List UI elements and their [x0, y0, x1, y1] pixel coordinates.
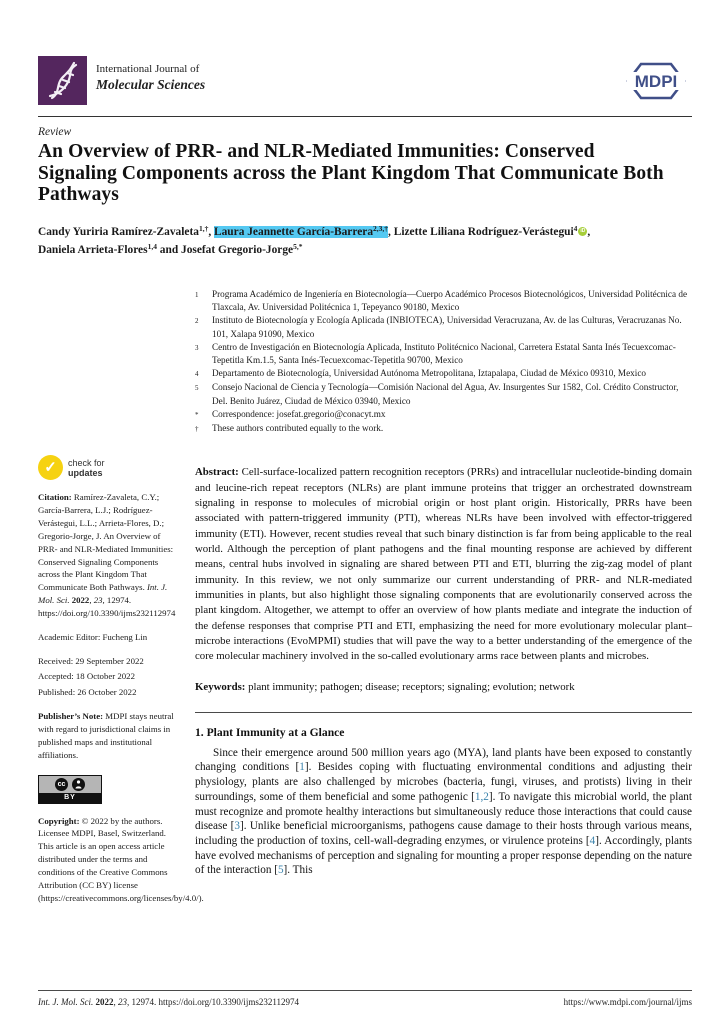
author-separator: ,: [208, 226, 215, 238]
citation-ref-link[interactable]: 5: [277, 864, 284, 877]
orcid-icon[interactable]: iD: [580, 228, 586, 234]
accepted-date: Accepted: 18 October 2022: [38, 671, 135, 682]
footer: [38, 997, 692, 1007]
citation-label: Citation:: [38, 492, 72, 502]
keywords-text: plant immunity; pathogen; disease; receptors; signaling; evolution; network: [248, 680, 575, 693]
cc-badge-icons: [39, 776, 101, 793]
body-text: ]. To navigate this microbial world, the plant must recognize and promote healthy interactions but simultaneously reduce those interactions that could cause disease [: [195, 790, 692, 833]
check-updates-line1: check for: [68, 457, 105, 468]
copyright-label: Copyright:: [38, 815, 80, 826]
affiliation-number: 4: [195, 370, 199, 379]
affiliation-number: 5: [195, 384, 199, 393]
abstract: [195, 465, 692, 664]
author-name: Candy Yuriria Ramírez-Zavaleta: [38, 226, 199, 238]
affiliation-item: [195, 341, 692, 367]
footer-citation: [38, 997, 299, 1007]
correspondence-marker: *: [195, 410, 199, 419]
body-text: ]. Unlike beneficial microorganisms, pathogens cause damage to their hosts through various means, including the production of toxins, cell-wall-degrading enzymes, or virulence proteins [: [195, 820, 692, 847]
body-text: ]. This: [283, 864, 313, 877]
svg-text:MDPI: MDPI: [634, 72, 678, 91]
citation-ref-link[interactable]: 3: [234, 820, 240, 833]
section-heading: 1. Plant Immunity at a Glance: [195, 725, 345, 739]
cc-by-license-badge[interactable]: [38, 775, 102, 804]
mdpi-logo[interactable]: [620, 59, 692, 108]
affiliation-text: Centro de Investigación en Biotecnología Aplicada, Instituto Politécnico Nacional, Carretera Estatal Santa Inés Tecuexcomac-Tepetitla Km.1.5, Santa Inés-Tecuexcomac-Tepetitla 90700, Mexico: [212, 341, 676, 366]
affiliation-item: [195, 367, 692, 381]
author-separator: ,: [388, 226, 394, 238]
footer-journal-url[interactable]: https://www.mdpi.com/journal/ijms: [563, 997, 692, 1007]
affiliation-number: 3: [195, 343, 199, 352]
body-paragraph: [195, 746, 692, 878]
author-affil-sup: 2,3,†: [373, 224, 389, 233]
author-affil-sup: 1,4: [147, 241, 157, 251]
author-affil-sup: 5,*: [293, 241, 303, 251]
body-text: ]. Accordingly, plants have evolved mechanisms of perception and signaling for mounting a proper response depending on the nature of the interaction [: [195, 834, 692, 877]
citation-journal: Int. J. Mol. Sci.: [38, 582, 168, 606]
article-dates: [38, 655, 178, 699]
body-text: ]. Besides coping with fluctuating environmental conditions and adjusting their physiology, plants are also challenged by microbes (bacteria, fungi, viruses, and protists) living in their surroundings, some of them beneficial and some pathogenic [: [195, 761, 692, 803]
keywords-label: Keywords:: [195, 680, 246, 693]
equal-contribution-marker: †: [195, 425, 199, 434]
abstract-text: Cell-surface-localized pattern recognition receptors (PRRs) and intracellular nucleotide-binding domain and leucine-rich repeat receptors (NLRs) are plant immune proteins that trigger an orchestrated downstream signaling in response to molecules of microbial origin or host plant origin. Historically, PRRs have been associated with pattern-triggered immunity (PTI), whereas NLRs have been involved with effector-triggered immunity (ETI). However, recent studies reveal that such binary distinction is far from being applicable to the real world. Although the perception of plant pathogens and the final mounting response are achieved by different means, central hubs involved in signaling are shared between PTI and ETI, blurring the zig-zag model of plant immunity. In this review, we not only summarize our current understanding of PRR- and NLR-mediated immunities in plants, but also highlight those signaling components that are evolutionarily conserved across the plant kingdom. Altogether, we attempt to offer an overview of how plants mediate and integrate the induction of the defense responses that comprise PTI and ETI, emphasizing the need for more evolutionary molecular plant–microbe interactions (EvoMPMI) studies that will pave the way to a better understanding of the emergence of the core molecular machinery involved in the so-called evolutionary arms race between plants and microbes.: [195, 466, 692, 663]
affiliation-item: [195, 381, 692, 407]
abstract-label: Abstract:: [195, 466, 239, 479]
citation-text: Ramírez-Zavaleta, C.Y.; García-Barrera, L.J.; Rodríguez-Verástegui, L.L.; Arrieta-Flores, D.; Gregorio-Jorge, J. An Overview of PRR- and NLR-Mediated Immunities: Conserved Signaling Components across the Plant Kingdom That Communicate Both Pathways.: [38, 492, 174, 593]
footer-year: 2022: [93, 997, 114, 1007]
journal-name: [96, 56, 205, 94]
copyright-block: [38, 815, 204, 905]
equal-contribution-line: [195, 422, 692, 436]
publishers-note-label: Publisher’s Note:: [38, 710, 104, 721]
equal-contribution-text: These authors contributed equally to the work.: [212, 423, 384, 434]
keywords-divider: [195, 712, 692, 713]
footer-doi-link[interactable]: , 12974. https://doi.org/10.3390/ijms232112974: [127, 997, 300, 1007]
affiliation-item: [195, 288, 692, 314]
journal-name-line2: Molecular Sciences: [96, 76, 206, 92]
footer-volume: 23: [118, 997, 127, 1007]
footer-divider: [38, 990, 692, 991]
author-name-highlighted: [214, 226, 388, 238]
page-title: An Overview of PRR- and NLR-Mediated Immunities: Conserved Signaling Components across the Plant Kingdom That Communicate Both Pathways: [38, 141, 664, 205]
citation-ref-link[interactable]: 4: [589, 834, 596, 847]
article-type-label: Review: [38, 126, 72, 138]
check-updates-label: [68, 458, 105, 478]
header-divider: [38, 116, 692, 117]
author-separator: ,: [587, 226, 591, 238]
footer-journal: Int. J. Mol. Sci.: [38, 997, 94, 1007]
author-name: Daniela Arrieta-Flores: [38, 243, 148, 256]
affiliation-item: [195, 314, 692, 340]
affiliation-text: Departamento de Biotecnología, Universidad Autónoma Metropolitana, Iztapalapa, Ciudad de México 09310, Mexico: [212, 368, 646, 379]
citation-doi-link[interactable]: , 12974. https://doi.org/10.3390/ijms232112974: [38, 595, 176, 619]
body-text: Since their emergence around 500 million years ago (MYA), land plants have been exposed to constantly changing conditions [: [195, 746, 692, 774]
published-date: Published: 26 October 2022: [38, 686, 137, 697]
author-separator: and: [156, 243, 181, 256]
author-name: Lizette Liliana Rodríguez-Verástegui: [393, 226, 574, 238]
citation-ref-link[interactable]: 1: [299, 761, 305, 774]
cc-icon: cc: [55, 778, 68, 791]
correspondence-line: [195, 408, 692, 422]
affiliation-text: Programa Académico de Ingeniería en Biotecnología—Cuerpo Académico Procesos Biotecnológicos, Universidad Politécnica de Tlaxcala, Av. Universidad Politécnica 1, Tepeyanco 90180, Mexico: [212, 289, 688, 313]
cc-by-label: BY: [39, 793, 101, 803]
citation-volume: 23: [93, 595, 103, 606]
journal-name-line1: International Journal of: [96, 63, 200, 75]
affiliation-text: Consejo Nacional de Ciencia y Tecnología—Comisión Nacional del Agua, Av. Insurgentes Sur 1582, Col. Crédito Constructor, Del. Benito Juárez, Ciudad de México 03940, Mexico: [212, 382, 679, 406]
main-column: [195, 288, 692, 878]
citation-sep: ,: [89, 595, 94, 606]
keywords: [195, 680, 692, 695]
academic-editor-line: Academic Editor: Fucheng Lin: [38, 632, 148, 643]
check-for-updates-button[interactable]: [38, 455, 132, 480]
check-updates-icon: ✓: [38, 455, 63, 480]
correspondence-text[interactable]: Correspondence: josefat.gregorio@conacyt.mx: [212, 408, 386, 419]
affiliation-text: Instituto de Biotecnología y Ecología Aplicada (INBIOTECA), Universidad Veracruzana, Av. de las Culturas, Veracruzanas No. 101, Xalapa 91090, Mexico: [212, 315, 682, 339]
author-name: Laura Jeannette García-Barrera: [214, 226, 374, 238]
journal-header: [38, 56, 692, 108]
check-updates-line2: updates: [68, 467, 103, 478]
received-date: Received: 29 September 2022: [38, 655, 144, 666]
ijms-dna-logo-icon: [38, 56, 87, 105]
affiliation-number: 1: [195, 291, 199, 299]
author-affil-sup: 1,†: [198, 224, 209, 233]
publishers-note: [38, 710, 178, 762]
affiliation-number: 2: [195, 317, 199, 326]
author-affil-sup: 4: [573, 224, 578, 233]
footer-sep: ,: [113, 997, 118, 1007]
author-name: Josefat Gregorio-Jorge: [181, 243, 294, 256]
publishers-note-text: MDPI stays neutral with regard to jurisdictional claims in published maps and institutional affiliations.: [38, 710, 174, 760]
citation-block: [38, 491, 178, 620]
copyright-text: © 2022 by the authors. Licensee MDPI, Basel, Switzerland. This article is an open access article distributed under the terms and conditions of the Creative Commons Attribution (CC BY) license (https://creativecommons.org/licenses/by/4.0/).: [38, 815, 204, 903]
citation-ref-link[interactable]: 1,2: [474, 790, 489, 803]
citation-year: 2022: [69, 595, 90, 606]
author-list: [38, 224, 692, 259]
sidebar: [38, 455, 204, 905]
attribution-person-icon: [72, 778, 85, 791]
